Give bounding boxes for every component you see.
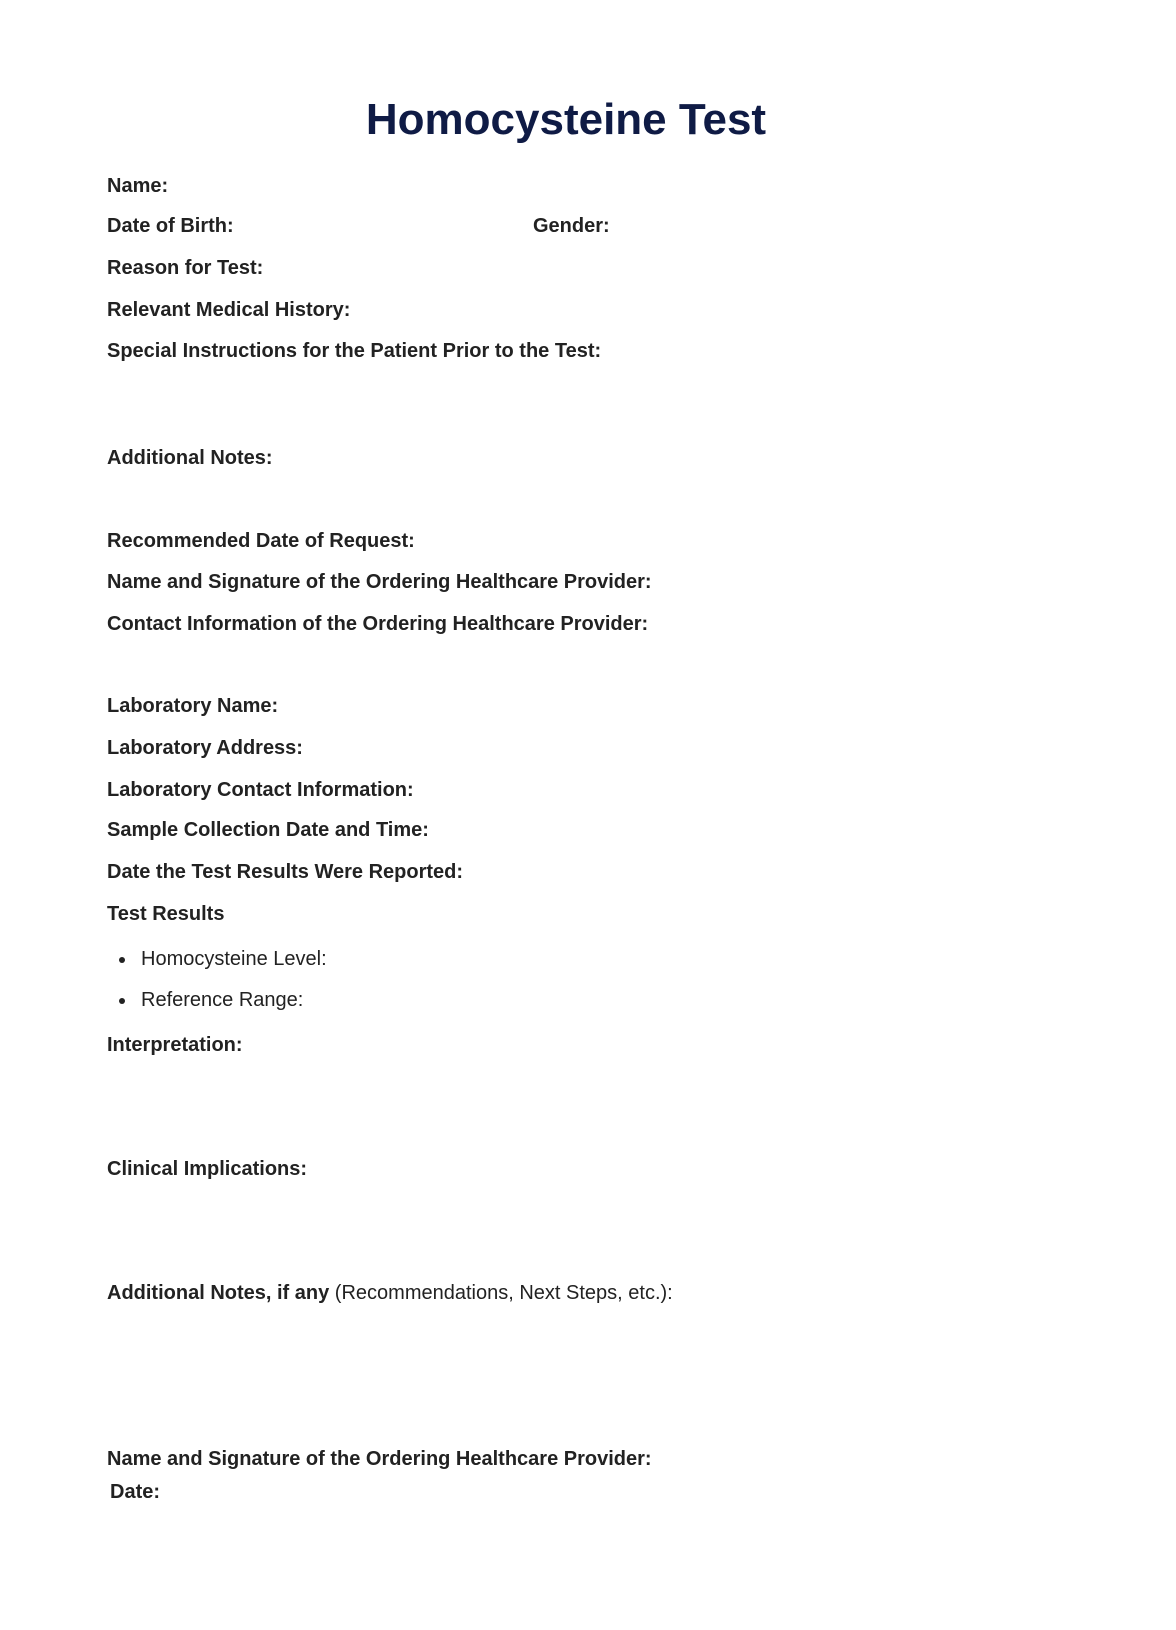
page-title: Homocysteine Test bbox=[365, 95, 767, 144]
final-signature-label: Name and Signature of the Ordering Healthcare Provider: bbox=[107, 1448, 652, 1470]
clinical-implications-label: Clinical Implications: bbox=[107, 1158, 308, 1180]
lab-name-label: Laboratory Name: bbox=[107, 695, 279, 717]
homocysteine-level-item: Homocysteine Level: bbox=[141, 948, 327, 970]
history-label: Relevant Medical History: bbox=[107, 299, 351, 321]
final-date-label: Date: bbox=[110, 1481, 161, 1503]
lab-address-label: Laboratory Address: bbox=[107, 737, 303, 759]
notes-hint-text: (Recommendations, Next Steps, etc.): bbox=[329, 1282, 673, 1304]
test-results-heading: Test Results bbox=[107, 903, 225, 925]
gender-label: Gender: bbox=[533, 215, 610, 237]
recommended-date-label: Recommended Date of Request: bbox=[107, 530, 415, 552]
notes-bold-text: Additional Notes, if any bbox=[107, 1282, 330, 1304]
reference-range-item: Reference Range: bbox=[141, 989, 304, 1011]
lab-contact-label: Laboratory Contact Information: bbox=[107, 779, 414, 801]
additional-notes-label: Additional Notes: bbox=[107, 447, 273, 469]
dob-label: Date of Birth: bbox=[107, 215, 234, 237]
provider-contact-label: Contact Information of the Ordering Healthcare Provider: bbox=[107, 613, 649, 635]
report-date-label: Date the Test Results Were Reported: bbox=[107, 861, 464, 883]
reason-label: Reason for Test: bbox=[107, 257, 264, 279]
provider-signature-label: Name and Signature of the Ordering Healthcare Provider: bbox=[107, 571, 652, 593]
additional-notes-if-any-label bbox=[107, 1281, 673, 1305]
name-label: Name: bbox=[107, 175, 169, 197]
interpretation-label: Interpretation: bbox=[107, 1034, 243, 1056]
special-instructions-label: Special Instructions for the Patient Prior to the Test: bbox=[107, 340, 602, 362]
sample-date-label: Sample Collection Date and Time: bbox=[107, 819, 429, 841]
